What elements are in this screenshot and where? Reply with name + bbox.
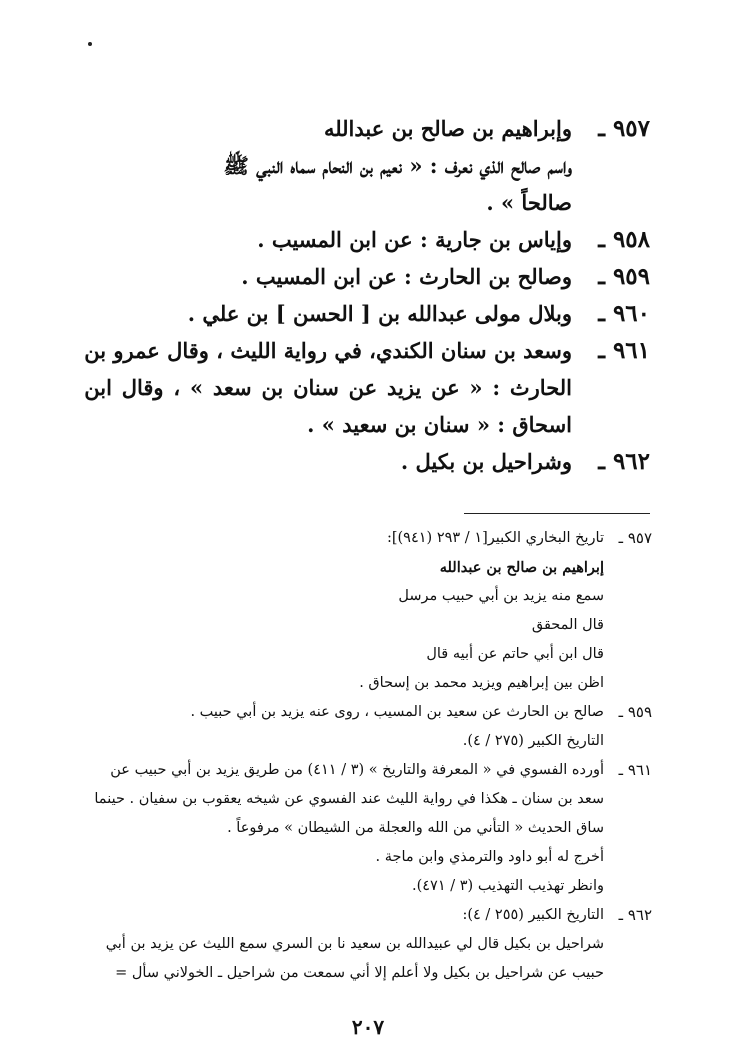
entry-number: ٩٦١ ـ [598, 337, 650, 364]
footnotes [94, 524, 652, 988]
footnote-separator [464, 513, 650, 514]
footnote-line: قال المحقق [531, 617, 604, 633]
page-number: ٢٠٧ [351, 1015, 385, 1039]
footnote-line: ساق الحديث « التأني من الله والعجلة من الشيطان » مرفوعاً . [227, 820, 604, 836]
footnote-959 [100, 698, 652, 756]
footnote-number: ٩٦٢ ـ [618, 906, 652, 924]
footnote-number: ٩٥٧ ـ [618, 529, 652, 547]
footnote-line: سمع منه يزيد بن أبي حبيب مرسل [398, 588, 604, 604]
footnote-line: إبراهيم بن صالح بن عبدالله [439, 559, 604, 576]
entry-958 [90, 221, 650, 258]
entry-line: الحارث : « عن يزيد عن سنان بن سعد » ، وقال ابن [84, 375, 572, 400]
entry-line: صالحاً » . [486, 190, 572, 215]
entry-line: وسعد بن سنان الكندي، في رواية الليث ، وقال عمرو بن [84, 338, 572, 363]
footnote-number: ٩٥٩ ـ [618, 703, 652, 721]
footnote-962 [100, 901, 652, 988]
footnote-line: التاريخ الكبير (٢٧٥ / ٤). [462, 733, 604, 749]
entry-number: ٩٥٩ ـ [598, 263, 650, 290]
footnote-961 [94, 756, 652, 901]
footnote-line: قال ابن أبي حاتم عن أبيه قال [426, 646, 604, 662]
footnote-line: اظن بين إبراهيم ويزيد محمد بن إسحاق . [359, 675, 604, 691]
footnote-line: سعد بن سنان ـ هكذا في رواية الليث عند الفسوي عن شيخه يعقوب بن سفيان . حينما [94, 791, 604, 807]
entry-number: ٩٥٨ ـ [598, 226, 650, 253]
entry-line: وإبراهيم بن صالح بن عبدالله [323, 116, 572, 141]
entry-line: وشراحيل بن بكيل . [400, 449, 572, 474]
footnote-line: وانظر تهذيب التهذيب (٣ / ٤٧١). [411, 878, 604, 894]
entry-959 [90, 258, 650, 295]
entry-number: ٩٥٧ ـ [598, 115, 650, 142]
footnote-number: ٩٦١ ـ [618, 761, 652, 779]
entry-line: واسم صالح الذي نعرف : « نعيم بن النحام سماه النبي ﷺ [223, 153, 572, 178]
footnote-line: تاريخ البخاري الكبير[١ / ٢٩٣ (٩٤١)]: [386, 530, 604, 546]
entry-line: وإياس بن جارية : عن ابن المسيب . [257, 227, 572, 252]
entry-number: ٩٦٠ ـ [598, 300, 650, 327]
entry-line: اسحاق : « سنان بن سعيد » . [307, 412, 572, 437]
entry-line: وبلال مولى عبدالله بن [ الحسن ] بن علي . [187, 301, 572, 326]
footnote-line: التاريخ الكبير (٢٥٥ / ٤): [462, 907, 604, 923]
footnote-line: شراحيل بن بكيل قال لي عبيدالله بن سعيد نا بن السري سمع الليث عن يزيد بن أبي [105, 936, 604, 952]
entry-960 [90, 295, 650, 332]
entry-961 [84, 332, 650, 443]
main-entries [84, 110, 650, 480]
footnote-line: صالح بن الحارث عن سعيد بن المسيب ، روى عنه يزيد بن أبي حبيب . [190, 704, 604, 720]
entry-962 [90, 443, 650, 480]
footnote-line: أخرج له أبو داود والترمذي وابن ماجة . [375, 849, 604, 865]
scan-speck [88, 42, 92, 46]
footnote-line: أورده الفسوي في « المعرفة والتاريخ » (٣ / ٤١١) من طريق يزيد بن أبي حبيب عن [110, 762, 604, 778]
footnote-957 [100, 524, 652, 698]
entry-number: ٩٦٢ ـ [598, 448, 650, 475]
entry-957 [90, 110, 650, 221]
entry-line: وصالح بن الحارث : عن ابن المسيب . [241, 264, 572, 289]
footnote-line: حبيب عن شراحيل بن بكيل ولا أعلم إلا أني سمعت من شراحيل ـ الخولاني سأل = [115, 965, 604, 981]
